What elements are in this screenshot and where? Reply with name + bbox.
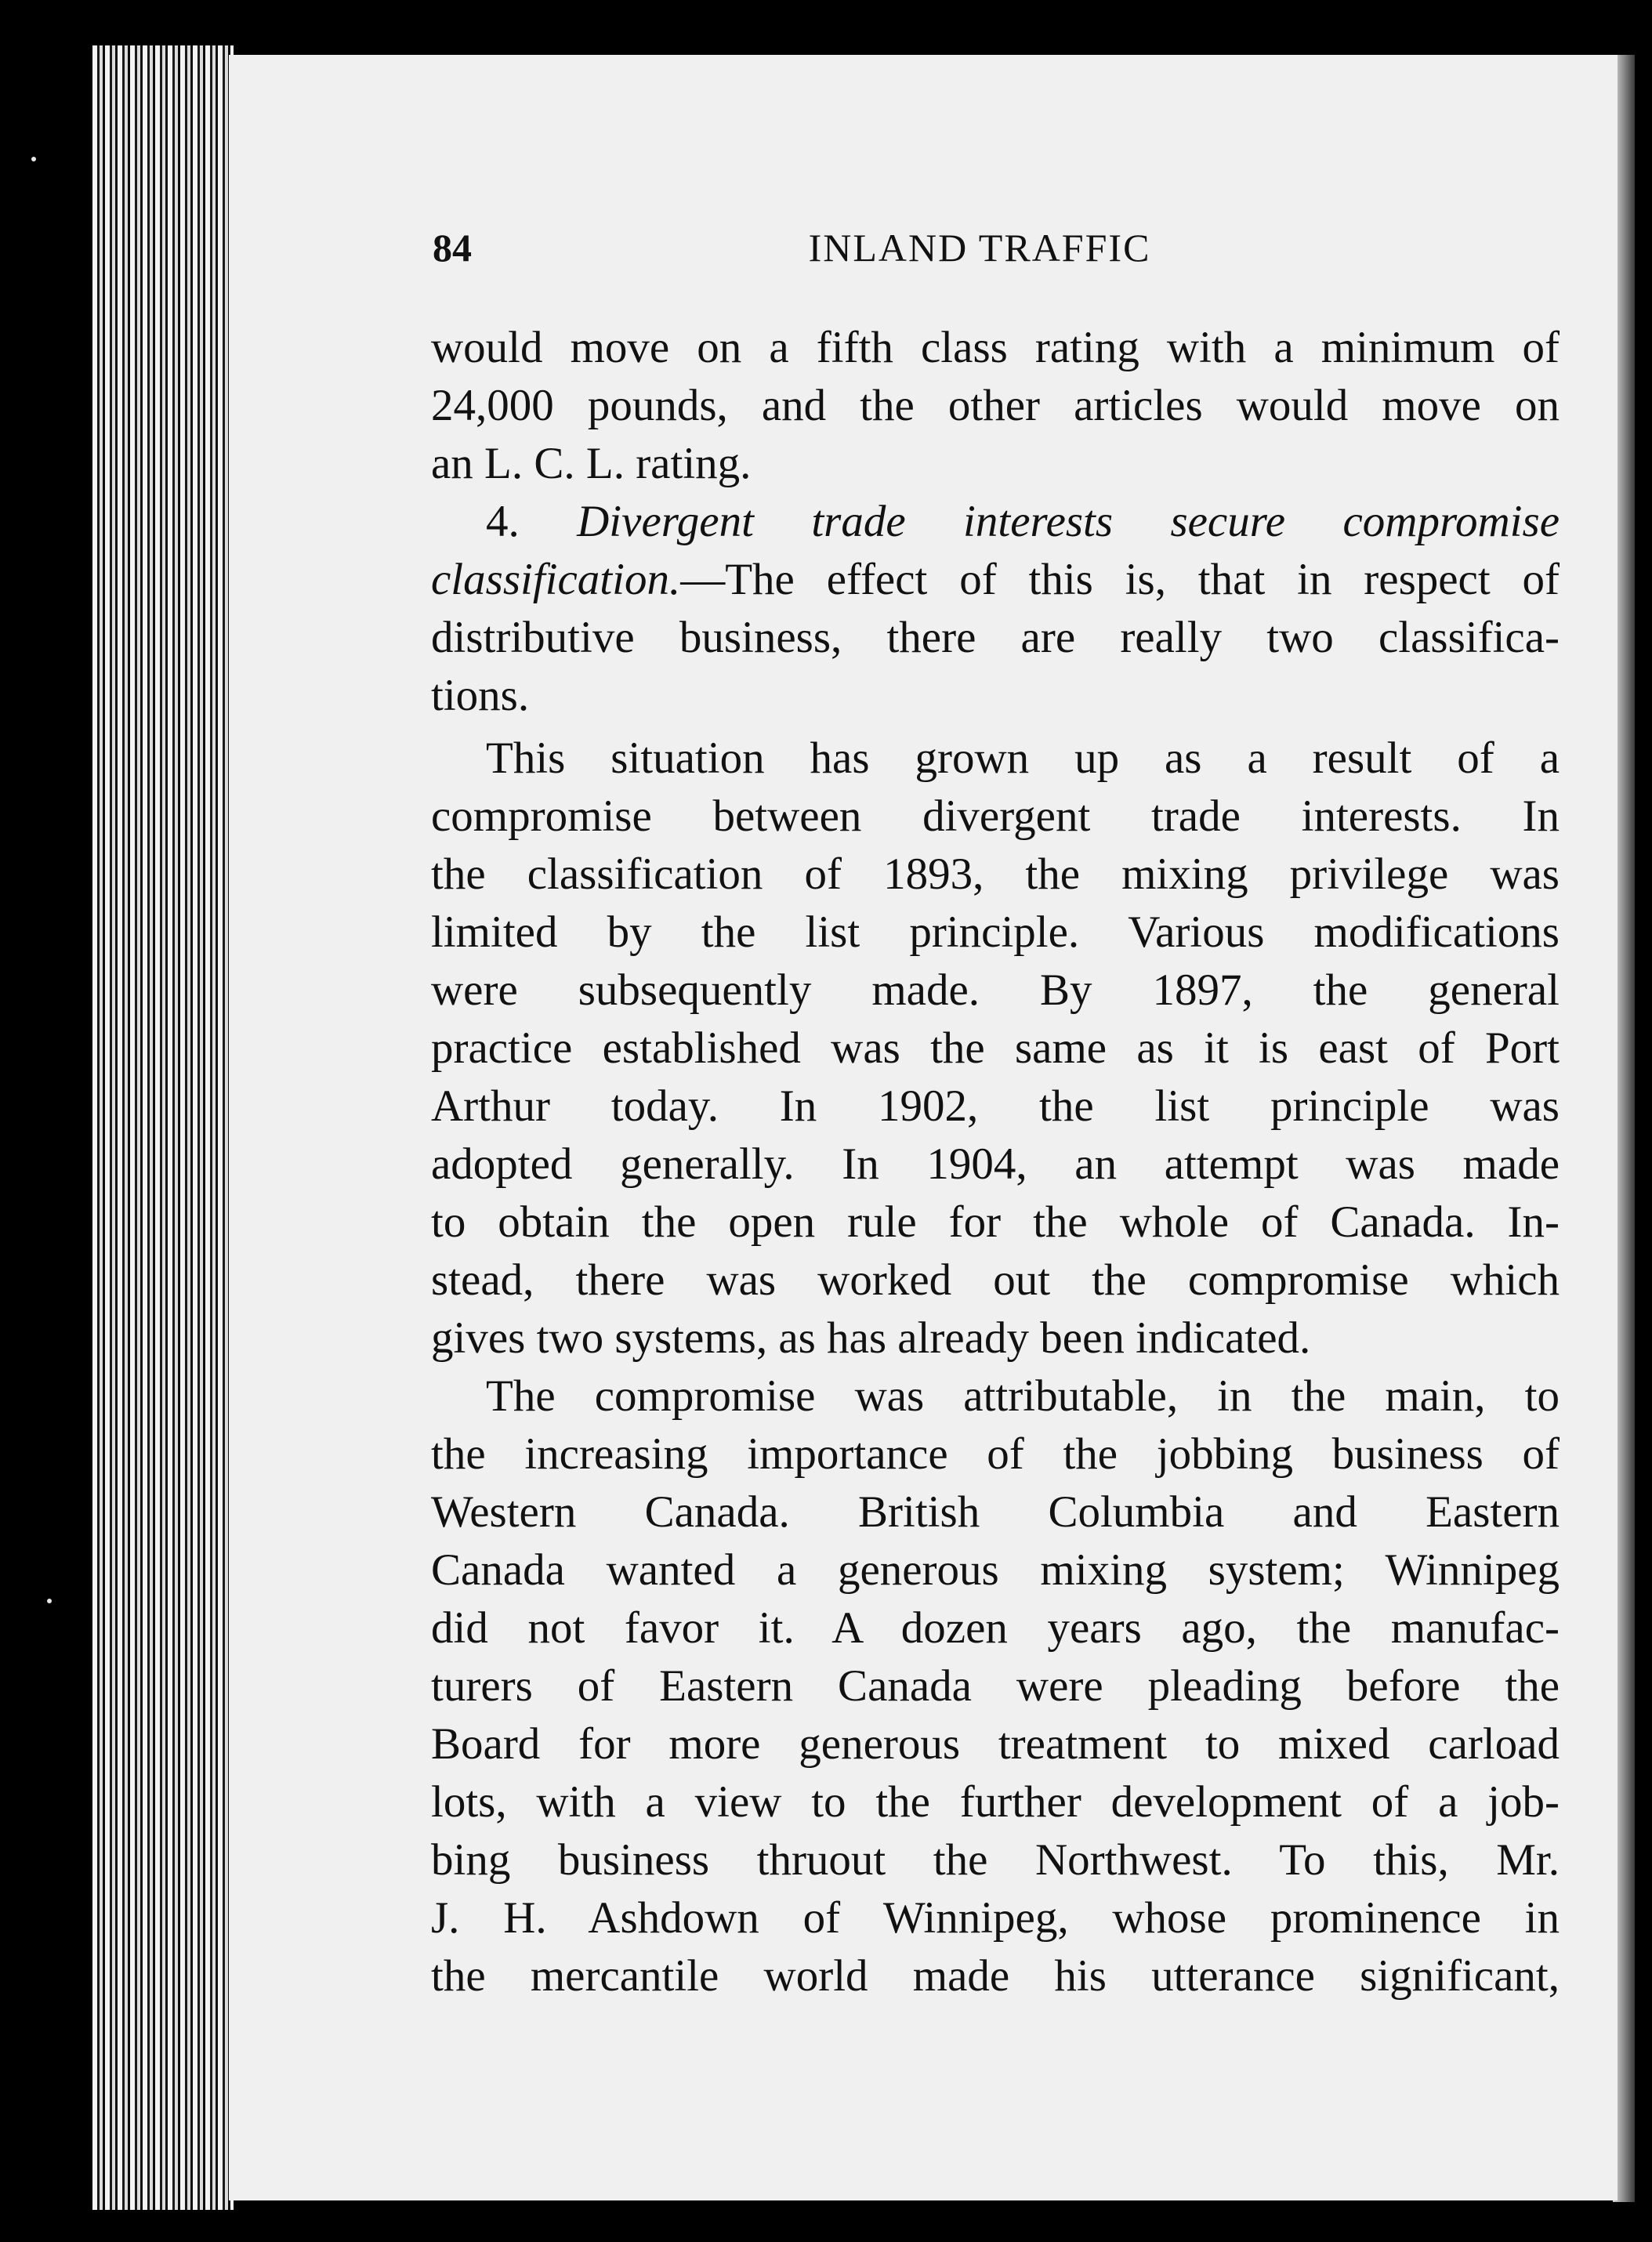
text-line: an L. C. L. rating. — [431, 439, 752, 488]
text-line: practice established was the same as it is east of Port — [431, 1023, 1560, 1073]
text-line: adopted generally. In 1904, an attempt was made — [431, 1139, 1560, 1189]
text-line: tions. — [431, 671, 530, 720]
text-line: Arthur today. In 1902, the list principle was — [431, 1081, 1560, 1131]
book-page-edges — [92, 45, 234, 2210]
section-text: —The effect of this is, that in respect of — [680, 555, 1560, 604]
text-line: the mercantile world made his utterance significant, — [431, 1951, 1560, 2001]
running-head — [431, 225, 1560, 288]
text-line: limited by the list principle. Various modifications — [431, 907, 1560, 957]
section-heading: Divergent trade interests secure compromise — [577, 497, 1560, 546]
text-line: Canada wanted a generous mixing system; Winnipeg — [431, 1545, 1560, 1595]
text-line: lots, with a view to the further development of a job- — [431, 1777, 1560, 1827]
text-line: The compromise was attributable, in the main, to — [486, 1371, 1560, 1421]
text-line: Western Canada. British Columbia and Eastern — [431, 1487, 1560, 1537]
section-heading-line — [431, 493, 1560, 551]
text-line: J. H. Ashdown of Winnipeg, whose prominence in — [431, 1893, 1560, 1943]
text-line: did not favor it. A dozen years ago, the manufac- — [431, 1603, 1560, 1653]
text-line: would move on a fifth class rating with a minimum of — [431, 323, 1560, 372]
text-line: Board for more generous treatment to mixed carload — [431, 1719, 1560, 1769]
text-line: turers of Eastern Canada were pleading before the — [431, 1661, 1560, 1711]
section-heading-end: classification. — [431, 555, 681, 604]
book-page — [229, 55, 1618, 2200]
text-line: compromise between divergent trade interests. In — [431, 791, 1560, 841]
section-heading-line — [431, 551, 1560, 609]
text-line: 24,000 pounds, and the other articles would move on — [431, 381, 1560, 430]
text-line: stead, there was worked out the compromise which — [431, 1255, 1560, 1305]
text-line: This situation has grown up as a result of a — [486, 733, 1560, 783]
text-line: to obtain the open rule for the whole of Canada. In- — [431, 1197, 1560, 1247]
body-text — [431, 319, 1560, 2005]
text-line: the increasing importance of the jobbing business of — [431, 1429, 1560, 1479]
section-number: 4. — [486, 497, 520, 546]
text-line: bing business thruout the Northwest. To this, Mr. — [431, 1835, 1560, 1885]
page-number: 84 — [433, 226, 472, 270]
text-line: distributive business, there are really two classifica- — [431, 613, 1560, 662]
text-line: the classification of 1893, the mixing privilege was — [431, 849, 1560, 899]
text-line: gives two systems, as has already been indicated. — [431, 1313, 1311, 1363]
text-line: were subsequently made. By 1897, the general — [431, 965, 1560, 1015]
running-title: INLAND TRAFFIC — [808, 226, 1151, 270]
scan-speck — [31, 157, 36, 161]
scan-speck — [47, 1599, 52, 1603]
